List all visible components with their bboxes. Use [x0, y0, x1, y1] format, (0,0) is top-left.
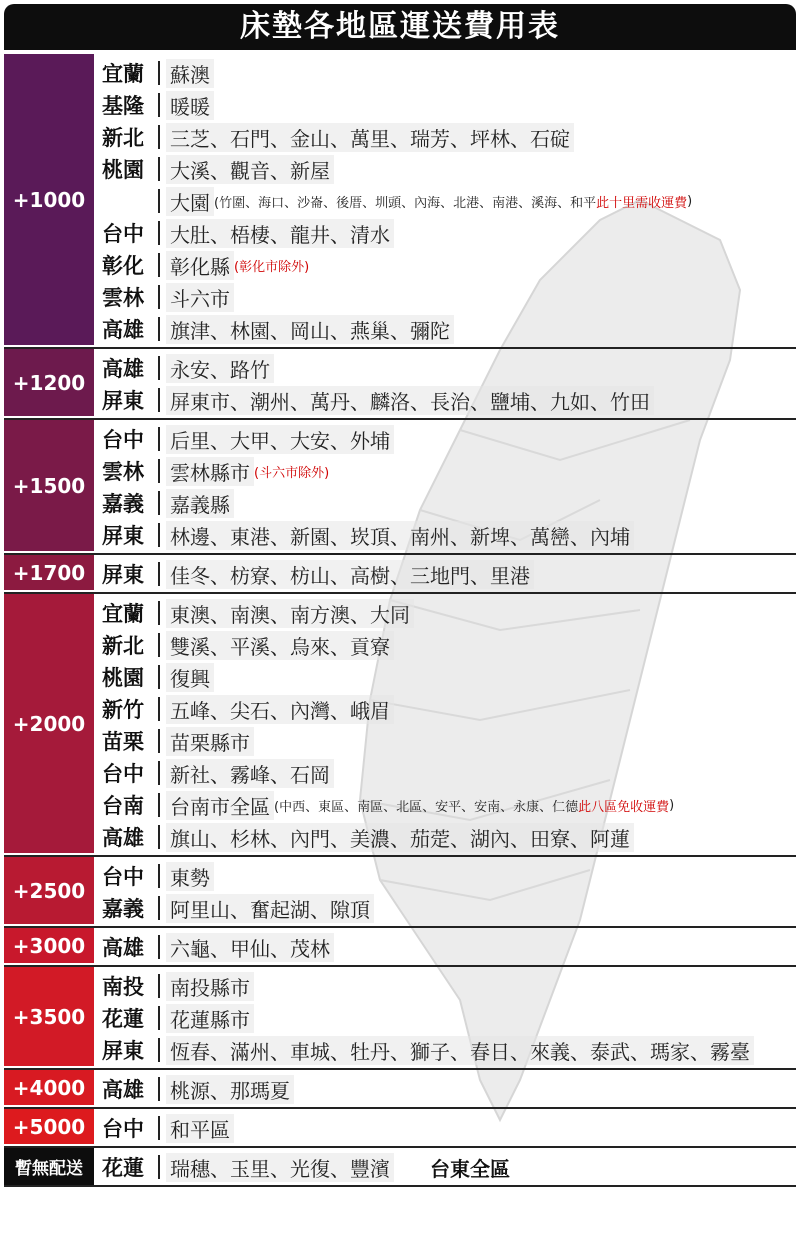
town-list: 大園 — [166, 187, 214, 216]
town-list: 永安、路竹 — [166, 354, 274, 383]
fee-row — [102, 558, 796, 590]
fee-row — [102, 1112, 796, 1144]
divider — [158, 1155, 160, 1179]
divider — [158, 697, 160, 721]
fee-price-label: +1500 — [4, 420, 94, 553]
divider — [158, 729, 160, 753]
fee-row — [102, 217, 796, 249]
divider — [158, 93, 160, 117]
divider — [158, 935, 160, 959]
fee-group — [4, 1109, 796, 1148]
region-label: 桃園 — [102, 158, 144, 182]
extra-region: 台東全區 — [430, 1156, 510, 1181]
town-list: 大肚、梧棲、龍井、清水 — [166, 219, 394, 248]
region-label: 台中 — [102, 762, 144, 786]
fee-price-label: +5000 — [4, 1109, 94, 1146]
fee-group — [4, 349, 796, 420]
divider — [158, 61, 160, 85]
region-label: 新北 — [102, 126, 144, 150]
region-label: 嘉義 — [102, 897, 144, 921]
divider — [158, 864, 160, 888]
fee-row — [102, 313, 796, 345]
fee-row — [102, 1073, 796, 1105]
divider — [158, 388, 160, 412]
region-label: 高雄 — [102, 826, 144, 850]
town-list: 蘇澳 — [166, 59, 214, 88]
town-sub-list: (中西、東區、南區、北區、安平、安南、永康、仁德 — [274, 799, 579, 815]
divider — [158, 1006, 160, 1030]
divider — [158, 1077, 160, 1101]
fee-price-label: +1700 — [4, 555, 94, 592]
divider — [158, 633, 160, 657]
divider — [158, 761, 160, 785]
divider — [158, 459, 160, 483]
fee-row — [102, 757, 796, 789]
fee-note: (彰化市除外) — [234, 259, 310, 275]
divider — [158, 189, 160, 213]
fee-row — [102, 931, 796, 963]
fee-price-label: 暫無配送 — [4, 1148, 94, 1185]
town-list: 三芝、石門、金山、萬里、瑞芳、坪林、石碇 — [166, 123, 574, 152]
fee-group — [4, 594, 796, 857]
fee-row — [102, 455, 796, 487]
divider — [158, 157, 160, 181]
divider — [158, 253, 160, 277]
fee-price-label: +1200 — [4, 349, 94, 418]
region-label: 雲林 — [102, 460, 144, 484]
town-list: 復興 — [166, 663, 214, 692]
fee-row — [102, 892, 796, 924]
region-label: 高雄 — [102, 357, 144, 381]
page-title: 床墊各地區運送費用表 — [4, 4, 796, 50]
shipping-fee-table — [4, 54, 796, 1187]
region-label: 屏東 — [102, 1039, 144, 1063]
region-label: 彰化 — [102, 254, 144, 278]
region-label: 花蓮 — [102, 1007, 144, 1031]
town-list: 花蓮縣市 — [166, 1004, 254, 1033]
fee-row — [102, 121, 796, 153]
fee-group — [4, 420, 796, 555]
town-list: 斗六市 — [166, 283, 234, 312]
region-label: 台中 — [102, 1117, 144, 1141]
region-label: 高雄 — [102, 318, 144, 342]
town-list: 六龜、甲仙、茂林 — [166, 933, 334, 962]
fee-row — [102, 352, 796, 384]
fee-group — [4, 1148, 796, 1187]
town-list: 大溪、觀音、新屋 — [166, 155, 334, 184]
divider — [158, 974, 160, 998]
fee-price-label: +4000 — [4, 1070, 94, 1107]
divider — [158, 1038, 160, 1062]
town-list: 桃源、那瑪夏 — [166, 1075, 294, 1104]
town-list: 東澳、南澳、南方澳、大同 — [166, 599, 414, 628]
town-list: 暖暖 — [166, 91, 214, 120]
fee-group — [4, 857, 796, 928]
region-label: 南投 — [102, 975, 144, 999]
fee-row — [102, 970, 796, 1002]
region-label: 台中 — [102, 428, 144, 452]
fee-group — [4, 555, 796, 594]
divider — [158, 523, 160, 547]
fee-note: (斗六市除外) — [254, 465, 330, 481]
fee-row — [102, 597, 796, 629]
fee-row — [102, 384, 796, 416]
fee-row — [102, 57, 796, 89]
divider — [158, 125, 160, 149]
fee-group — [4, 1070, 796, 1109]
fee-row — [102, 281, 796, 313]
fee-row — [102, 423, 796, 455]
divider — [158, 356, 160, 380]
divider — [158, 491, 160, 515]
region-label: 新北 — [102, 634, 144, 658]
region-label: 屏東 — [102, 389, 144, 413]
fee-row — [102, 661, 796, 693]
town-list: 台南市全區 — [166, 791, 274, 820]
town-list: 雙溪、平溪、烏來、貢寮 — [166, 631, 394, 660]
town-list: 東勢 — [166, 862, 214, 891]
region-label: 台南 — [102, 794, 144, 818]
fee-row — [102, 1002, 796, 1034]
divider — [158, 601, 160, 625]
closing-paren: ) — [687, 193, 693, 209]
fee-row — [102, 1151, 796, 1183]
region-label: 宜蘭 — [102, 62, 144, 86]
region-label: 嘉義 — [102, 492, 144, 516]
fee-note: 此十里需收運費 — [596, 195, 688, 211]
region-label: 高雄 — [102, 1078, 144, 1102]
town-list: 佳冬、枋寮、枋山、高樹、三地門、里港 — [166, 560, 534, 589]
town-list: 南投縣市 — [166, 972, 254, 1001]
divider — [158, 825, 160, 849]
divider — [158, 896, 160, 920]
divider — [158, 665, 160, 689]
divider — [158, 562, 160, 586]
fee-price-label: +3500 — [4, 967, 94, 1068]
region-label: 屏東 — [102, 563, 144, 587]
fee-row — [102, 185, 796, 217]
divider — [158, 285, 160, 309]
region-label: 苗栗 — [102, 730, 144, 754]
town-list: 五峰、尖石、內灣、峨眉 — [166, 695, 394, 724]
town-list: 旗山、杉林、內門、美濃、茄萣、湖內、田寮、阿蓮 — [166, 823, 634, 852]
divider — [158, 793, 160, 817]
divider — [158, 317, 160, 341]
fee-row — [102, 487, 796, 519]
town-list: 雲林縣市 — [166, 457, 254, 486]
town-list: 旗津、林園、岡山、燕巢、彌陀 — [166, 315, 454, 344]
town-list: 嘉義縣 — [166, 489, 234, 518]
town-list: 苗栗縣市 — [166, 727, 254, 756]
fee-row — [102, 725, 796, 757]
town-list: 后里、大甲、大安、外埔 — [166, 425, 394, 454]
fee-price-label: +1000 — [4, 54, 94, 347]
fee-row — [102, 153, 796, 185]
fee-group — [4, 54, 796, 349]
divider — [158, 427, 160, 451]
fee-group — [4, 967, 796, 1070]
town-list: 瑞穗、玉里、光復、豐濱 — [166, 1153, 394, 1182]
fee-price-label: +3000 — [4, 928, 94, 965]
town-list: 屏東市、潮州、萬丹、麟洛、長治、鹽埔、九如、竹田 — [166, 386, 654, 415]
region-label: 桃園 — [102, 666, 144, 690]
region-label: 屏東 — [102, 524, 144, 548]
divider — [158, 1116, 160, 1140]
divider — [158, 221, 160, 245]
region-label: 基隆 — [102, 94, 144, 118]
town-list: 新社、霧峰、石岡 — [166, 759, 334, 788]
town-list: 阿里山、奮起湖、隙頂 — [166, 894, 374, 923]
region-label: 花蓮 — [102, 1156, 144, 1180]
fee-row — [102, 89, 796, 121]
town-list: 恆春、滿州、車城、牡丹、獅子、春日、來義、泰武、瑪家、霧臺 — [166, 1036, 754, 1065]
fee-price-label: +2500 — [4, 857, 94, 926]
fee-price-label: +2000 — [4, 594, 94, 855]
fee-row — [102, 519, 796, 551]
region-label: 高雄 — [102, 936, 144, 960]
fee-row — [102, 789, 796, 821]
fee-note: 此八區免收運費 — [578, 799, 670, 815]
fee-row — [102, 860, 796, 892]
town-sub-list: (竹圍、海口、沙崙、後厝、圳頭、內海、北港、南港、溪海、和平 — [214, 195, 597, 211]
town-list: 彰化縣 — [166, 251, 234, 280]
fee-group — [4, 928, 796, 967]
region-label: 台中 — [102, 222, 144, 246]
closing-paren: ) — [669, 797, 675, 813]
region-label: 雲林 — [102, 286, 144, 310]
fee-row — [102, 249, 796, 281]
fee-row — [102, 1034, 796, 1066]
fee-row — [102, 629, 796, 661]
fee-row — [102, 693, 796, 725]
town-list: 和平區 — [166, 1114, 234, 1143]
fee-row — [102, 821, 796, 853]
region-label: 新竹 — [102, 698, 144, 722]
town-list: 林邊、東港、新園、崁頂、南州、新埤、萬巒、內埔 — [166, 521, 634, 550]
region-label: 宜蘭 — [102, 602, 144, 626]
region-label: 台中 — [102, 865, 144, 889]
